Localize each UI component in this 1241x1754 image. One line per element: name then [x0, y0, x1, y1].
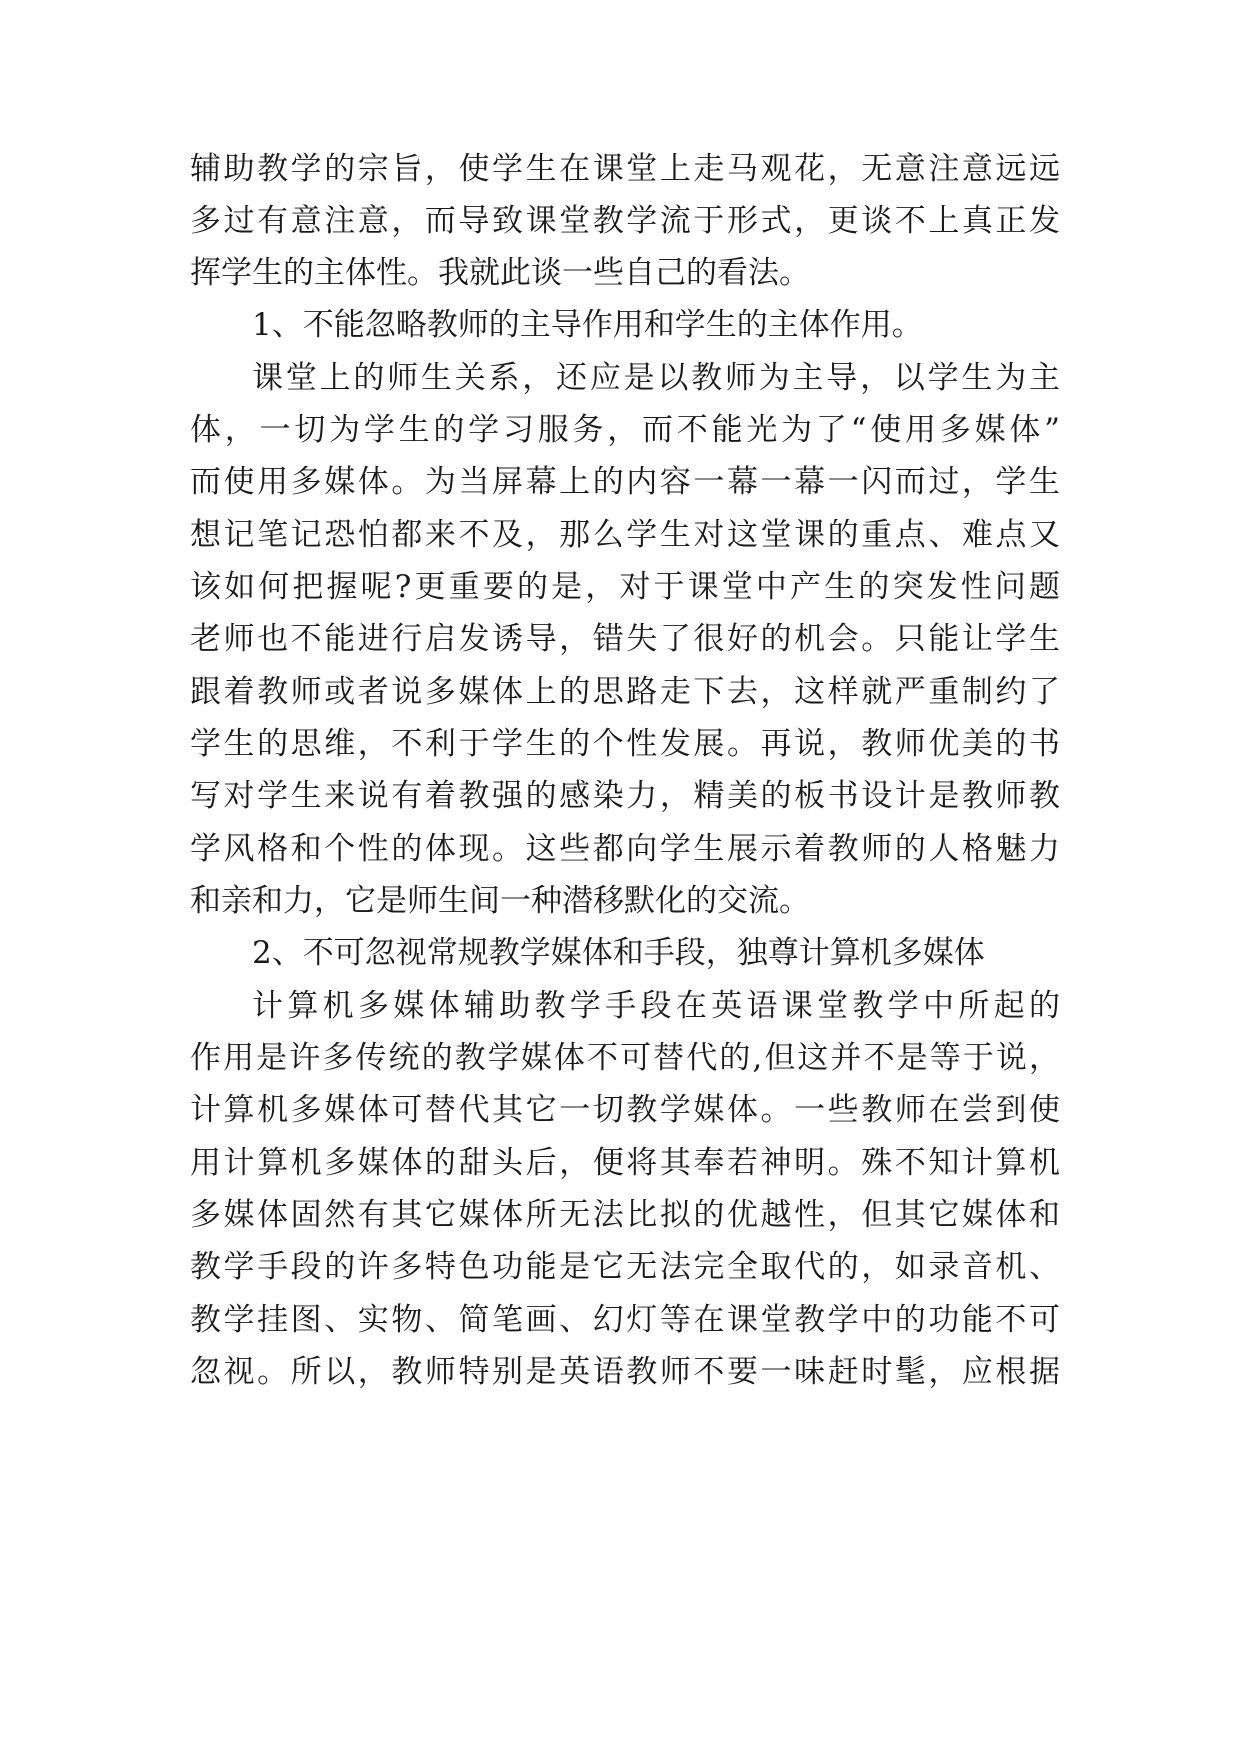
- section-heading: 1、不能忽略教师的主导作用和学生的主体作用。: [252, 307, 923, 343]
- text-line: 和亲和力，它是师生间一种潜移默化的交流。: [190, 883, 810, 919]
- text-line: 学生的思维，不利于学生的个性发展。再说，教师优美的书: [190, 726, 1060, 762]
- text-line: 教学挂图、实物、简笔画、幻灯等在课堂教学中的功能不可: [190, 1302, 1060, 1338]
- text-line: 作用是许多传统的教学媒体不可替代的,但这并不是等于说，: [190, 1040, 1060, 1076]
- text-line: 写对学生来说有着教强的感染力，精美的板书设计是教师教: [190, 778, 1060, 814]
- text-line: 该如何把握呢?更重要的是，对于课堂中产生的突发性问题: [190, 569, 1060, 605]
- text-line: 辅助教学的宗旨，使学生在课堂上走马观花，无意注意远远: [190, 151, 1060, 187]
- text-line: 跟着教师或者说多媒体上的思路走下去，这样就严重制约了: [190, 674, 1060, 710]
- text-line: 老师也不能进行启发诱导，错失了很好的机会。只能让学生: [190, 621, 1060, 657]
- text-line: 多过有意注意，而导致课堂教学流于形式，更谈不上真正发: [190, 203, 1060, 239]
- text-line: 学风格和个性的体现。这些都向学生展示着教师的人格魅力: [190, 831, 1060, 867]
- text-line: 课堂上的师生关系，还应是以教师为主导，以学生为主: [252, 360, 1060, 396]
- text-line: 多媒体固然有其它媒体所无法比拟的优越性，但其它媒体和: [190, 1197, 1060, 1233]
- text-line: 忽视。所以，教师特别是英语教师不要一味赶时髦，应根据: [190, 1354, 1060, 1390]
- text-line: 用计算机多媒体的甜头后，便将其奉若神明。殊不知计算机: [190, 1145, 1060, 1181]
- text-line: 想记笔记恐怕都来不及，那么学生对这堂课的重点、难点又: [190, 517, 1060, 553]
- text-line: 教学手段的许多特色功能是它无法完全取代的，如录音机、: [190, 1249, 1060, 1285]
- section-heading: 2、不可忽视常规教学媒体和手段，独尊计算机多媒体: [252, 935, 985, 971]
- text-line: 计算机多媒体辅助教学手段在英语课堂教学中所起的: [252, 988, 1060, 1024]
- text-line: 计算机多媒体可替代其它一切教学媒体。一些教师在尝到使: [190, 1092, 1060, 1128]
- text-line: 挥学生的主体性。我就此谈一些自己的看法。: [190, 255, 810, 291]
- text-line: 体，一切为学生的学习服务，而不能光为了“使用多媒体”: [190, 412, 1060, 448]
- text-line: 而使用多媒体。为当屏幕上的内容一幕一幕一闪而过，学生: [190, 464, 1060, 500]
